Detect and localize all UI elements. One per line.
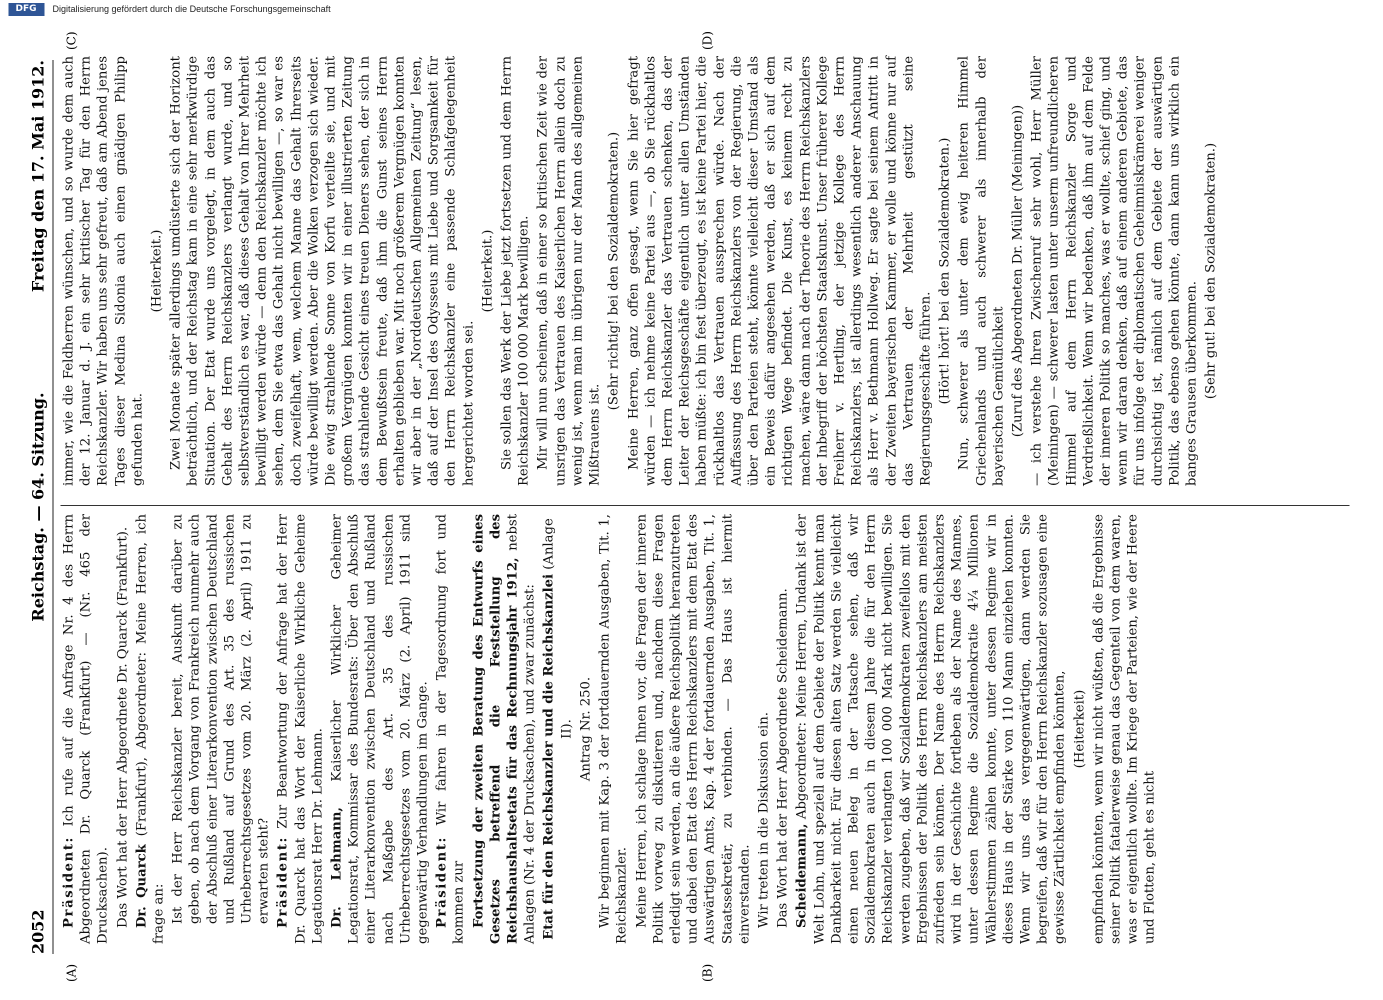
paragraph-text: (Frankfurt), Abgeordneter: Meine Herren, ich frage an:: [133, 514, 167, 944]
margin-label-d: (D): [700, 31, 714, 50]
paragraph-text: Abgeordneter: Meine Herren, Undank ist der Welt Lohn, und speziell auf dem Gebiete der Politik kennt man Dankbarkeit nicht. Für diesen alten Satz werden Sie vielleicht einen neuen Beleg in der Tatsache sehen, daß wir Sozialdemokraten auch in diesem Jahre die für den Herrn Reichskanzler verlangten 100 000 Mark nicht bewilligen. Sie werden zugeben, daß wir Sozialdemokraten zweifellos mit den Ergebnissen der Politik des Herrn Reichskanzlers am meisten zufrieden sein können. Der Name des Herrn Reichskanzlers wird in der Geschichte fortleben als der Name des Mannes, unter dessen Regime die Sozialdemokratie 4¼ Millionen Wählerstimmen zählen konnte, unter dessen Regime wir in dieses Haus in der Stärke von 110 Mann einziehen konnten. Wenn wir uns das vergegenwärtigen, dann werden Sie begreifen, daß wir für den Herrn Reichskanzler sozusagen eine gewisse Zärtlichkeit empfinden könnten,: [794, 514, 1068, 944]
paragraph-text: nebst Anlagen (Nr. 4 der Drucksachen), und zwar zunächst:: [505, 514, 538, 944]
motion-ref: Antrag Nr. 250.: [577, 676, 593, 782]
paragraph: — ich verstehe Ihren Zwischenruf sehr wohl, Herr Müller (Meiningen) — schwerer lasten unter unserm unfreundlicheren Himmel auf dem Herrn Reichskanzler Sorge und Verdrießlichkeit. Wenn wir bedenken, daß ihm auf dem Felde der inneren Politik so manches, was er wollte, schief ging, und wenn wir daran denken, daß auf einem anderen Gebiete, das für uns infolge der diplomatischen Geheimniskrämerei weniger durchsichtig ist, nämlich auf dem Gebiete der auswärtigen Politik, das ebenso gehen könnte, dann kann uns wirklich ein banges Grausen überkommen.: [1029, 56, 1199, 486]
paragraph: Meine Herren, ganz offen gesagt, wenn Sie hier gefragt würden — ich nehme keine Partei aus —, ob Sie rückhaltlos dem Herrn Reichskanzler das Vertrauen schenken, das der Leiter der Reichsgeschäfte eigentlich unter allen Umständen haben müßte: ich bin fest überzeugt, es ist keine Partei hier, die rückhaltlos das Vertrauen aussprechen würde. Nach der Auffassung des Herrn Reichskanzlers von der Regierung, die über den Parteien steht, könnte vielleicht dieser Umstand als ein Beweis dafür angesehen werden, daß er sich auf dem richtigen Wege befindet. Die Kunst, es keinem recht zu machen, wäre dann nach der Theorie des Herrn Reichskanzlers der Inbegriff der höchsten Staatskunst. Unser früherer Kollege Freiherr v. Hertling, der jetzige Kollege des Herrn Reichskanzlers, ist allerdings wesentlich anderer Anschauung als Herr v. Bethmann Hollweg. Er sagte bei seinem Antritt in der Zweiten bayerischen Kammer, er wolle und könne nur auf das Vertrauen der Mehrheit gestützt seine Regierungsgeschäfte führen.: [625, 56, 933, 486]
page-title: Reichstag. — 64. Sitzung.: [28, 392, 47, 622]
paragraph-text: Kaiserlicher Wirklicher Geheimer Legationsrat, Kommissar des Bundesrats: Über den Abschluß einer Literarkonvention zwischen Deutschland und Rußland nach Maßgabe des Art. 35 des russischen Urheberrechtsgesetzes vom 20. März (2. April) 1911 sind gegenwärtig Verhandlungen im Gange.: [329, 514, 431, 944]
interjection: (Heiterkeit.): [149, 229, 165, 313]
paragraph: Mir will nun scheinen, daß in einer so kritischen Zeit wie der unsrigen das Vertrauen des Kaiserlichen Herrn allein doch zu wenig ist, wenn man im übrigen nur der Mann des allgemeinen Mißtrauens ist.: [535, 56, 603, 486]
margin-label-b: (B): [700, 963, 714, 982]
paragraph: [433, 514, 467, 944]
paragraph: Das Wort hat der Herr Abgeordnete Scheidemann.: [775, 588, 791, 928]
paragraph: empfinden könnten, wenn wir nicht wüßten, daß die Ergebnisse seiner Politik fatalerweise genau das Gegenteil von dem waren, was er eigentlich wollte. Im Kriege der Parteien, wie der Heere und Flotten, geht es nicht: [1090, 514, 1158, 944]
column-divider: [60, 505, 1349, 506]
page-header: [22, 60, 53, 954]
paragraph: Wir treten in die Diskussion ein.: [755, 712, 771, 928]
paragraph: Zwei Monate später allerdings umdüsterte sich der Horizont beträchtlich, und der Reichstag kam in eine sehr merkwürdige Situation. Der Etat wurde uns vorgelegt, in dem auch das Gehalt des Herrn Reichskanzlers verlangt wurde, und so selbstverständlich es war, daß dieses Gehalt von Ihrer Mehrheit bewilligt werden würde — denn den Reichskanzler möchte ich sehen, dem Sie etwa das Gehalt nicht bewilligen —, so war es doch zweifelhaft, wem, welchem Manne das Gehalt Ihrerseits würde bewilligt werden. Aber die Wolken verzogen sich wieder. Die ewig strahlende Sonne von Korfu verteilte sie, und mit großem Vergnügen konnten wir in einer illustrierten Zeitung das strahlende Gesicht eines treuen Dieners sehen, der sich in dem Bewußtsein freute, daß ihm die Gunst seines Herrn erhalten geblieben war. Mit noch größerem Vergnügen konnten wir aber in der „Norddeutschen Allgemeinen Zeitung“ lesen, daß auf der Insel des Odysseus mit Liebe und Sorgsamkeit für den Herrn Reichskanzler eine passende Schlafgelegenheit hergerichtet worden sei.: [168, 56, 476, 486]
agenda-title: Fortsetzung der zweiten Beratung des Entwurfs eines Gesetzes betreffend die Feststellung des Reichshaushaltsetats für das Rechnungsjahr 1912,: [470, 514, 521, 944]
page-date: Freitag den 17. Mai 1912.: [28, 60, 47, 293]
paragraph: [328, 514, 431, 944]
budget-title: Etat für den Reichskanzler und die Reichskanzlei: [541, 573, 557, 940]
paragraph: Das Wort hat der Herr Abgeordnete Dr. Quarck (Frankfurt).: [114, 526, 130, 928]
interjection: (Sehr gut! bei den Sozialdemokraten.): [1203, 142, 1219, 400]
page-number: 2052: [28, 909, 47, 954]
paragraph: Wir beginnen mit Kap. 3 der fortdauernden Ausgaben, Tit. 1, Reichskanzler.: [597, 514, 630, 944]
speaker-name: Dr. Lehmann,: [329, 806, 345, 928]
paragraph-text: Wir fahren in der Tagesordnung fort und kommen zur: [434, 514, 467, 944]
speaker-name: Dr. Quarck: [133, 844, 149, 928]
speaker-name: Präsident:: [275, 835, 291, 928]
paragraph: [274, 514, 326, 944]
interjection: (Heiterkeit): [1071, 689, 1087, 769]
paragraph-text: (Anlage II).: [541, 518, 574, 739]
interjection: (Zuruf des Abgeordneten Dr. Müller (Meiningen)): [1009, 104, 1025, 438]
speaker-name: Präsident:: [434, 835, 450, 928]
paragraph-text: Ich rufe auf die Anfrage Nr. 4 des Herrn Abgeordneten Dr. Quarck (Frankfurt) — (Nr. 465 der Drucksachen).: [61, 514, 111, 944]
speaker-name: Präsident:: [61, 835, 76, 928]
budget-heading: [540, 514, 574, 944]
speaker-name: Scheidemann,: [794, 823, 810, 928]
interjection: (Sehr richtig! bei den Sozialdemokraten.): [606, 131, 622, 411]
dfg-logo: DFG: [8, 3, 44, 16]
interjection: (Hört! hört! bei den Sozialdemokraten.): [937, 137, 953, 405]
quoted-question: Ist der Herr Reichskanzler bereit, Auskunft darüber zu geben, ob nach dem Vorgang von Frankreich nunmehr auch der Abschluß einer Literarkonvention zwischen Deutschland und Rußland auf Grund des Art. 35 des russischen Urheberrechtsgesetzes vom 20. März (2. April) 1911 zu erwarten steht?: [170, 514, 272, 924]
left-column: [60, 514, 1353, 944]
digitization-credit: Digitalisierung gefördert durch die Deutsche Forschungsgemeinschaft: [52, 4, 331, 14]
digitization-sidebar: [0, 0, 1383, 20]
paragraph: Sie sollen das Werk der Liebe jetzt fortsetzen und dem Herrn Reichskanzler 100 000 Mark bewilligen.: [499, 56, 532, 486]
paragraph: [133, 514, 167, 944]
paragraph: Meine Herren, ich schlage Ihnen vor, die Fragen der inneren Politik vorweg zu diskutieren und, nachdem diese Fragen erledigt sein werden, an die äußere Reichspolitik heranzutreten und dabei den Etat des Herrn Reichskanzlers mit dem Etat des Auswärtigen Amts, Kap. 4 der fortdauernden Ausgaben, Tit. 1, Staatssekretär, zu verbinden. — Das Haus ist hiermit einverstanden.: [633, 514, 752, 944]
paragraph: immer, wie die Feldherren wünschen, und so wurde dem auch der 12. Januar d. J. ein sehr kritischer Tag für den Herrn Reichskanzler. Wir haben uns sehr gefreut, daß am Abend jenes Tages dieser Medina Sidonia auch einen gnädigen Philipp gefunden hat.: [61, 56, 145, 486]
right-column: [60, 56, 1353, 486]
paragraph-text: Zur Beantwortung der Anfrage hat der Herr Dr. Quarck hat das Wort der Kaiserliche Wirkliche Geheime Legationsrat Herr Dr. Lehmann.: [275, 514, 325, 944]
margin-label-a: (A): [64, 963, 78, 982]
interjection: (Heiterkeit.): [479, 229, 495, 313]
margin-label-c: (C): [64, 31, 78, 50]
paragraph: [793, 514, 1068, 944]
paragraph: Nun, schwerer als unter dem ewig heiteren Himmel Griechenlands und auch schwerer als innerhalb der bayerischen Gemütlichkeit: [956, 56, 1006, 486]
paragraph: [60, 514, 112, 944]
agenda-item: [470, 514, 539, 944]
